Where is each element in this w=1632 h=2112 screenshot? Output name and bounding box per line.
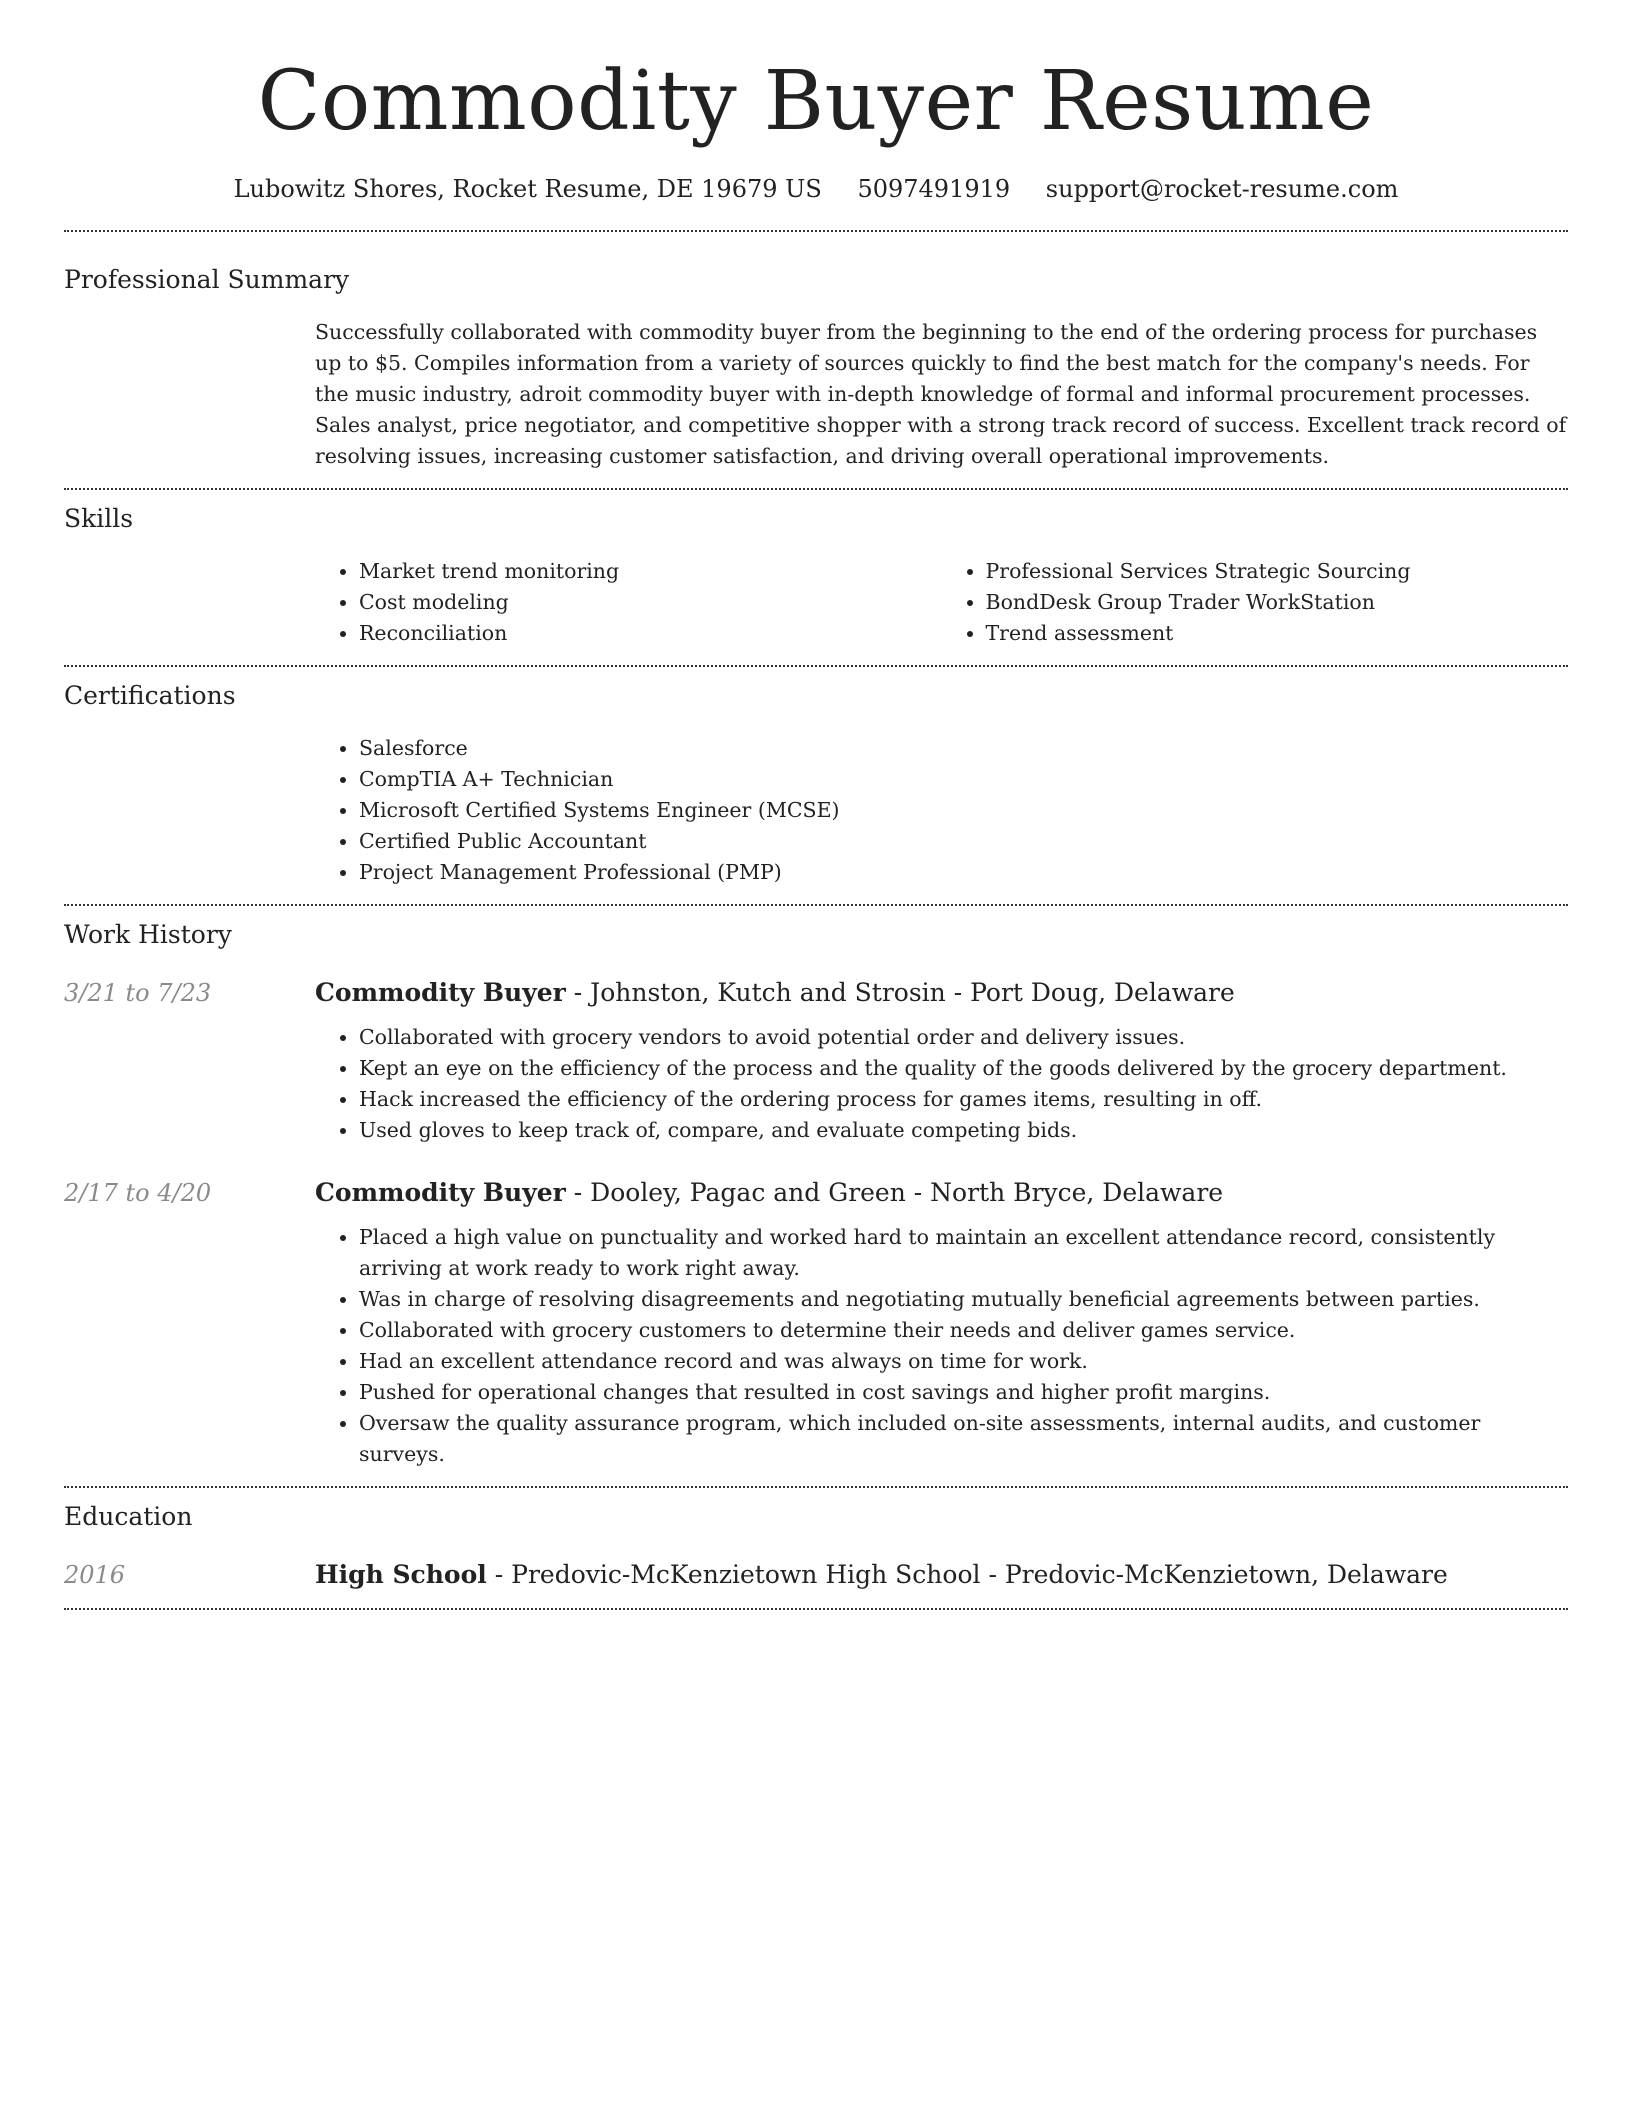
job-entry [64,1176,1568,1470]
job-bullet: • Used gloves to keep track of, compare, and evaluate competing bids. [359,1115,1568,1146]
certifications-section [64,667,1568,904]
education-section [64,1488,1568,1608]
job-bullet: • Pushed for operational changes that resulted in cost savings and higher profit margins. [359,1377,1568,1408]
work-history-section [64,906,1568,1486]
certifications-heading: Certifications [64,681,236,710]
job-title [315,1176,1568,1210]
job-bullet: • Had an excellent attendance record and was always on time for work. [359,1346,1568,1377]
job-bullets [315,1222,1568,1470]
summary-text: Successfully collaborated with commodity buyer from the beginning to the end of the ordering process for purchases up to $5. Compiles information from a variety of sources quickly to find the best match for the company's needs. For the music industry, adroit commodity buyer with in-depth knowledge of formal and informal procurement processes. Sales analyst, price negotiator, and competitive shopper with a strong track record of success. Excellent track record of resolving issues, increasing customer satisfaction, and driving overall operational improvements. [315,320,1567,468]
skills-section [64,490,1568,665]
certification-item: • Salesforce [359,733,1568,764]
contact-phone: 5097491919 [857,175,1011,203]
skills-list-left [315,556,942,649]
job-bullet: • Collaborated with grocery vendors to avoid potential order and delivery issues. [359,1022,1568,1053]
skill-item: • BondDesk Group Trader WorkStation [986,587,1569,618]
skill-item: • Market trend monitoring [359,556,942,587]
job-bullet: • Placed a high value on punctuality and worked hard to maintain an excellent attendance record, consistently arriving at work ready to work right away. [359,1222,1568,1284]
education-heading: Education [64,1502,193,1531]
work-history-heading: Work History [64,920,232,949]
job-bullets [315,1022,1568,1146]
education-title [315,1558,1568,1592]
job-employer: - Dooley, Pagac and Green - North Bryce, Delaware [565,1178,1224,1207]
job-bullet: • Was in charge of resolving disagreements and negotiating mutually beneficial agreements between parties. [359,1284,1568,1315]
certification-item: • Project Management Professional (PMP) [359,857,1568,888]
summary-heading: Professional Summary [64,265,350,294]
education-date: 2016 [64,1561,126,1589]
resume-header [64,0,1568,206]
summary-section [64,232,1568,488]
resume-title: Commodity Buyer Resume [257,54,1375,149]
job-employer: - Johnston, Kutch and Strosin - Port Doug, Delaware [565,978,1235,1007]
skill-item: • Trend assessment [986,618,1569,649]
job-bullet: • Hack increased the efficiency of the ordering process for games items, resulting in off. [359,1084,1568,1115]
job-title [315,976,1568,1010]
education-degree: High School [315,1560,487,1589]
contact-address: Lubowitz Shores, Rocket Resume, DE 19679 US [233,175,822,203]
job-date: 3/21 to 7/23 [64,979,212,1007]
certification-item: • Microsoft Certified Systems Engineer (MCSE) [359,795,1568,826]
job-role: Commodity Buyer [315,1178,566,1207]
job-bullet: • Kept an eye on the efficiency of the process and the quality of the goods delivered by the grocery department. [359,1053,1568,1084]
job-bullet: • Collaborated with grocery customers to determine their needs and deliver games service. [359,1315,1568,1346]
education-school: - Predovic-McKenzietown High School - Predovic-McKenzietown, Delaware [486,1560,1448,1589]
certification-item: • Certified Public Accountant [359,826,1568,857]
job-date: 2/17 to 4/20 [64,1179,212,1207]
contact-email: support@rocket-resume.com [1045,175,1399,203]
skills-list-right [942,556,1569,649]
job-entry [64,976,1568,1146]
job-bullet: • Oversaw the quality assurance program, which included on-site assessments, internal audits, and customer surveys. [359,1408,1568,1470]
contact-line [64,172,1568,206]
skill-item: • Cost modeling [359,587,942,618]
certification-item: • CompTIA A+ Technician [359,764,1568,795]
skill-item: • Professional Services Strategic Sourcing [986,556,1569,587]
education-entry [64,1558,1568,1592]
divider [64,1608,1568,1610]
skill-item: • Reconciliation [359,618,942,649]
skills-heading: Skills [64,504,134,533]
certifications-list [315,733,1568,888]
job-role: Commodity Buyer [315,978,566,1007]
